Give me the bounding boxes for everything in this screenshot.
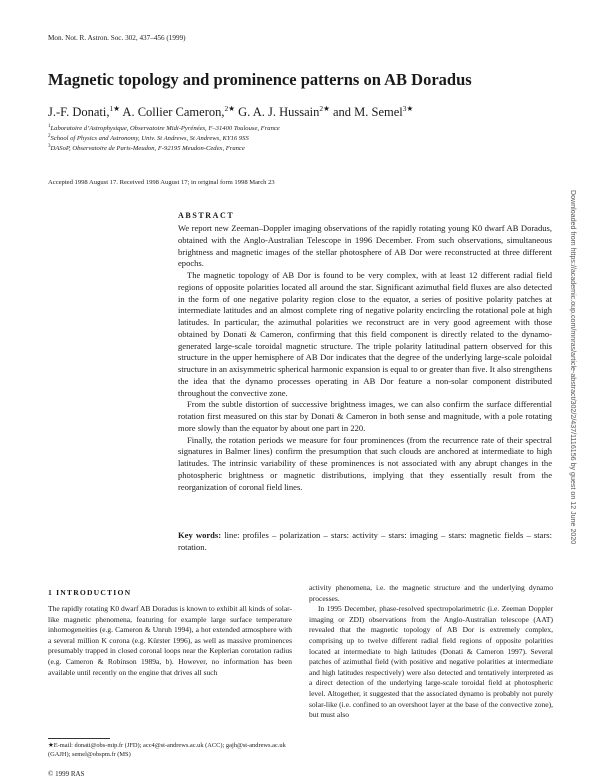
abstract-paragraph: We report new Zeeman–Doppler imaging observations of the rapidly rotating young K0 dwarf AB Doradus, obtained with the Anglo-Australian Telescope in 1996 December. From such observations, simultaneous brightness and magnetic images of the stellar photosphere of AB Dor were reconstructed at three different epochs. <box>178 223 552 269</box>
author-name: A. Collier Cameron, <box>122 105 225 120</box>
download-watermark-link[interactable]: Downloaded from https://academic.oup.com/mnras/article-abstract/302/2/437/1116156 by guest on 12 June 2020 <box>569 190 577 545</box>
intro-paragraph: activity phenomena, i.e. the magnetic structure and the underlying dynamo processes. <box>309 583 553 603</box>
author-list <box>48 104 413 120</box>
affiliation-number: 1 <box>48 124 51 129</box>
keywords-text: line: profiles – polarization – stars: activity – stars: imaging – stars: magnetic fields – stars: rotation. <box>178 530 552 552</box>
affiliation-number: 3 <box>48 144 51 149</box>
journal-reference: Mon. Not. R. Astron. Soc. 302, 437–456 (1999) <box>48 34 186 42</box>
affiliation-text: Laboratoire d’Astrophysique, Observatoire Midi-Pyrénées, F–31400 Toulouse, France <box>50 125 280 133</box>
section-heading-introduction: 1 INTRODUCTION <box>48 588 132 597</box>
abstract-paragraph: The magnetic topology of AB Dor is found to be very complex, with at least 12 different radial field regions of opposite polarities located all around the star. Significant azimuthal field fluxes are also detected in the form of one negative polarity region close to the equator, a series of positive polarity patches at intermediate latitudes and an almost complete ring of negative polarity encircling the rotational pole at high latitudes. In particular, the azimuthal polarities we reconstruct are in very good agreement with those obtained by Donati & Cameron, confirming that this field component is directly related to the dynamo-generated large-scale toroidal magnetic structure. The triple polarity latitudinal pattern observed for this structure in the upper hemisphere of AB Dor indicates that the degree of the underlying large-scale poloidal structure in an axisymmetric spherical harmonic expansion is equal to or greater than five. It also strengthens the idea that the dynamo processes operating in AB Dor feature a non-solar component distributed throughout the convective zone. <box>178 270 552 398</box>
keywords <box>178 530 552 554</box>
affiliation-number: 2 <box>48 134 51 139</box>
affiliation <box>48 144 245 152</box>
author-name: G. A. J. Hussain <box>238 105 320 120</box>
affiliation <box>48 124 280 132</box>
abstract-paragraph: From the subtle distortion of successive brightness images, we can also confirm the surface differential rotation first measured on this star by Donati & Cameron in both sense and magnitude, with a pole rotating more slowly than the equator by about one part in 220. <box>178 399 552 433</box>
author-name: J.-F. Donati, <box>48 105 110 120</box>
abstract-heading: ABSTRACT <box>178 211 235 220</box>
intro-column-left: The rapidly rotating K0 dwarf AB Doradus is known to exhibit all kinds of solar-like magnetic phenomena, featuring for example large surface temperature inhomogeneities (e.g. Cameron & Unruh 1994), a hot extended atmosphere with a several million K corona (e.g. Kürster 1996), as well as massive prominences presumably trapped in closed coronal loops near the Keplerian corotation radius (e.g. Cameron & Robinson 1989a, b). However, no information has been available until recently on the engine that drives all such <box>48 604 292 677</box>
author-name: and M. Semel <box>332 105 403 120</box>
abstract-paragraph: Finally, the rotation periods we measure for four prominences (from the recurrence rate of their spectral signatures in Balmer lines) confirm the presumption that such clouds are anchored at intermediate to high latitudes. The intrinsic variability of these prominences is not associated with any abrupt changes in the photospheric brightness or magnetic distributions, implying that they essentially result from the reorganization of coronal field lines. <box>178 434 552 492</box>
intro-paragraph: In 1995 December, phase-resolved spectropolarimetric (i.e. Zeeman Doppler imaging or ZDI) observations from the Anglo-Australian telescope (AAT) revealed that the magnetic topology of AB Dor is extremely complex, comprising up to twelve different radial field regions of opposite polarities located at intermediate to high latitudes (Donati & Cameron 1997). Several patches of azimuthal field (with positive and negative polarities at intermediate and high latitudes respectively) were also detected and tentatively interpreted as a direct detection of the underlying large-scale toroidal field at photospheric level. Altogether, it suggested that the associated dynamo is probably not purely solar-like (i.e. confined to an overshoot layer at the base of the convective zone), but must also <box>309 604 553 720</box>
abstract-body <box>178 223 552 493</box>
footnote-email: ★E-mail: donati@obs-mip.fr (JFD); acc4@st-andrews.ac.uk (ACC); gajh@st-andrews.ac.uk (GAJH); semel@obspm.fr (MS) <box>48 742 286 759</box>
affiliation <box>48 134 249 142</box>
paper-title: Magnetic topology and prominence patterns on AB Doradus <box>48 70 472 89</box>
intro-column-right <box>309 583 553 721</box>
affiliation-text: DASoP, Observatoire de Paris-Meudon, F-92195 Meudon-Cedex, France <box>50 145 245 153</box>
author-affiliation-mark: 2★ <box>319 104 330 113</box>
affiliation-text: School of Physics and Astronomy, Univ. St Andrews, St Andrews, KY16 9SS <box>50 135 249 143</box>
received-dates: Accepted 1998 August 17. Received 1998 August 17; in original form 1998 March 23 <box>48 179 275 186</box>
copyright: © 1999 RAS <box>48 770 85 778</box>
keywords-label: Key words: <box>178 530 222 540</box>
footnote-divider <box>48 738 110 739</box>
author-affiliation-mark: 2★ <box>224 104 235 113</box>
author-affiliation-mark: 3★ <box>402 104 414 113</box>
author-affiliation-mark: 1★ <box>109 104 120 113</box>
